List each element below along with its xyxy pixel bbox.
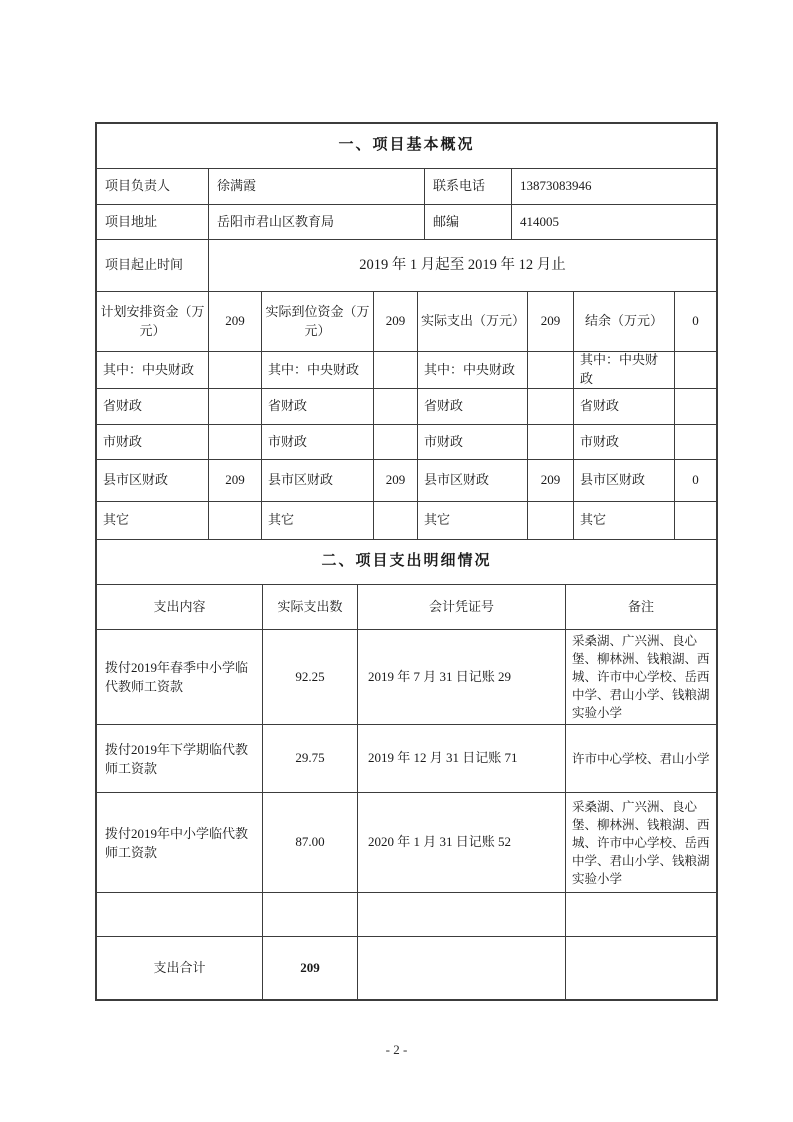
row-city-finance xyxy=(97,425,716,460)
city-finance-label-4: 市财政 xyxy=(574,425,675,459)
row-county-finance xyxy=(97,460,716,502)
county-finance-value-4: 0 xyxy=(692,472,699,488)
city-finance-value-3 xyxy=(528,425,574,459)
balance-label: 结余（万元） xyxy=(574,292,675,351)
contact-phone-label: 联系电话 xyxy=(425,169,512,204)
section1-title-row xyxy=(97,124,716,169)
other-finance-value-2 xyxy=(374,502,418,539)
expense-voucher xyxy=(358,893,566,936)
expense-content xyxy=(97,893,263,936)
header-remark: 备注 xyxy=(627,598,654,614)
other-finance-label-2: 其它 xyxy=(262,502,374,539)
other-finance-value-1 xyxy=(209,502,262,539)
project-address-value: 岳阳市君山区教育局 xyxy=(209,205,425,239)
expense-content: 拨付2019年春季中小学临代教师工资款 xyxy=(97,630,263,724)
planned-funds-label: 计划安排资金（万元） xyxy=(97,292,209,351)
postcode-value: 414005 xyxy=(520,213,559,229)
expense-voucher: 2019 年 7 月 31 日记账 29 xyxy=(358,630,566,724)
total-value: 209 xyxy=(263,937,358,999)
section1-title: 一、项目基本概况 xyxy=(338,137,475,154)
balance-value: 0 xyxy=(692,313,699,329)
section2-title: 二、项目支出明细情况 xyxy=(321,553,492,570)
expense-content: 拨付2019年下学期临代教师工资款 xyxy=(97,725,263,792)
postcode-label: 邮编 xyxy=(425,205,512,239)
expense-voucher: 2020 年 1 月 31 日记账 52 xyxy=(358,793,566,892)
central-finance-label: 其中：中央财政 xyxy=(97,352,209,388)
expenditure-total-row xyxy=(97,937,716,999)
county-finance-value-2: 209 xyxy=(374,460,418,501)
contact-phone-value: 13873083946 xyxy=(520,178,592,194)
other-finance-label: 其它 xyxy=(97,502,209,539)
actual-spent-value: 209 xyxy=(528,292,574,351)
planned-funds-value: 209 xyxy=(209,292,262,351)
row-other-finance xyxy=(97,502,716,540)
provincial-finance-label-2: 省财政 xyxy=(262,389,374,424)
county-finance-value-3: 209 xyxy=(528,460,574,501)
expense-remark: 采桑湖、广兴洲、良心堡、柳林洲、钱粮湖、西城、许市中心学校、岳西中学、君山小学、钱粮湖实验小学 xyxy=(572,634,710,720)
expense-amount: 92.25 xyxy=(263,630,358,724)
project-period-value: 2019 年 1 月起至 2019 年 12 月止 xyxy=(359,256,566,273)
other-finance-value-4 xyxy=(675,502,716,539)
provincial-finance-label: 省财政 xyxy=(97,389,209,424)
received-funds-value: 209 xyxy=(374,292,418,351)
county-finance-label-3: 县市区财政 xyxy=(418,460,528,501)
row-central-finance xyxy=(97,352,716,389)
row-project-period xyxy=(97,240,716,292)
row-project-address xyxy=(97,205,716,240)
provincial-finance-value-2 xyxy=(374,389,418,424)
actual-spent-label: 实际支出（万元） xyxy=(418,292,528,351)
section2-title-row xyxy=(97,540,716,585)
provincial-finance-label-4: 省财政 xyxy=(574,389,675,424)
expense-amount: 29.75 xyxy=(263,725,358,792)
project-leader-label: 项目负责人 xyxy=(97,169,209,204)
central-finance-value-4 xyxy=(675,352,716,388)
city-finance-label: 市财政 xyxy=(97,425,209,459)
total-voucher-empty xyxy=(358,937,566,999)
city-finance-label-2: 市财政 xyxy=(262,425,374,459)
expense-voucher: 2019 年 12 月 31 日记账 71 xyxy=(358,725,566,792)
row-funding-summary xyxy=(97,292,716,352)
city-finance-value-4 xyxy=(675,425,716,459)
county-finance-label-4: 县市区财政 xyxy=(574,460,675,501)
page-number: - 2 - xyxy=(385,1042,408,1057)
provincial-finance-value-4 xyxy=(675,389,716,424)
county-finance-value-1: 209 xyxy=(209,460,262,501)
expense-content: 拨付2019年中小学临代教师工资款 xyxy=(97,793,263,892)
county-finance-label-2: 县市区财政 xyxy=(262,460,374,501)
project-address-label: 项目地址 xyxy=(97,205,209,239)
other-finance-label-4: 其它 xyxy=(574,502,675,539)
city-finance-value-1 xyxy=(209,425,262,459)
row-project-leader xyxy=(97,169,716,205)
project-leader-value: 徐满霞 xyxy=(209,169,425,204)
central-finance-label-3: 其中：中央财政 xyxy=(418,352,528,388)
city-finance-label-3: 市财政 xyxy=(418,425,528,459)
expense-amount: 87.00 xyxy=(263,793,358,892)
central-finance-value-1 xyxy=(209,352,262,388)
other-finance-value-3 xyxy=(528,502,574,539)
expense-remark: 许市中心学校、君山小学 xyxy=(572,751,710,766)
expenditure-row xyxy=(97,630,716,725)
expense-amount xyxy=(263,893,358,936)
city-finance-value-2 xyxy=(374,425,418,459)
total-label: 支出合计 xyxy=(97,937,263,999)
expense-remark xyxy=(566,893,716,936)
expenditure-header-row xyxy=(97,585,716,630)
county-finance-label: 县市区财政 xyxy=(97,460,209,501)
provincial-finance-label-3: 省财政 xyxy=(418,389,528,424)
received-funds-label: 实际到位资金（万元） xyxy=(262,292,374,351)
expense-remark: 采桑湖、广兴洲、良心堡、柳林洲、钱粮湖、西城、许市中心学校、岳西中学、君山小学、钱粮湖实验小学 xyxy=(572,799,710,886)
provincial-finance-value-3 xyxy=(528,389,574,424)
provincial-finance-value-1 xyxy=(209,389,262,424)
central-finance-value-3 xyxy=(528,352,574,388)
expenditure-row xyxy=(97,725,716,793)
header-actual-amount: 实际支出数 xyxy=(263,585,358,629)
expenditure-row xyxy=(97,793,716,893)
header-expense-content: 支出内容 xyxy=(97,585,263,629)
expenditure-row-empty xyxy=(97,893,716,937)
row-provincial-finance xyxy=(97,389,716,425)
other-finance-label-3: 其它 xyxy=(418,502,528,539)
report-table xyxy=(95,122,718,1001)
header-voucher-number: 会计凭证号 xyxy=(358,585,566,629)
total-remark-empty xyxy=(566,937,716,999)
central-finance-label-2: 其中：中央财政 xyxy=(262,352,374,388)
central-finance-label-4: 其中：中央财政 xyxy=(574,352,675,388)
central-finance-value-2 xyxy=(374,352,418,388)
project-period-label: 项目起止时间 xyxy=(97,240,209,291)
